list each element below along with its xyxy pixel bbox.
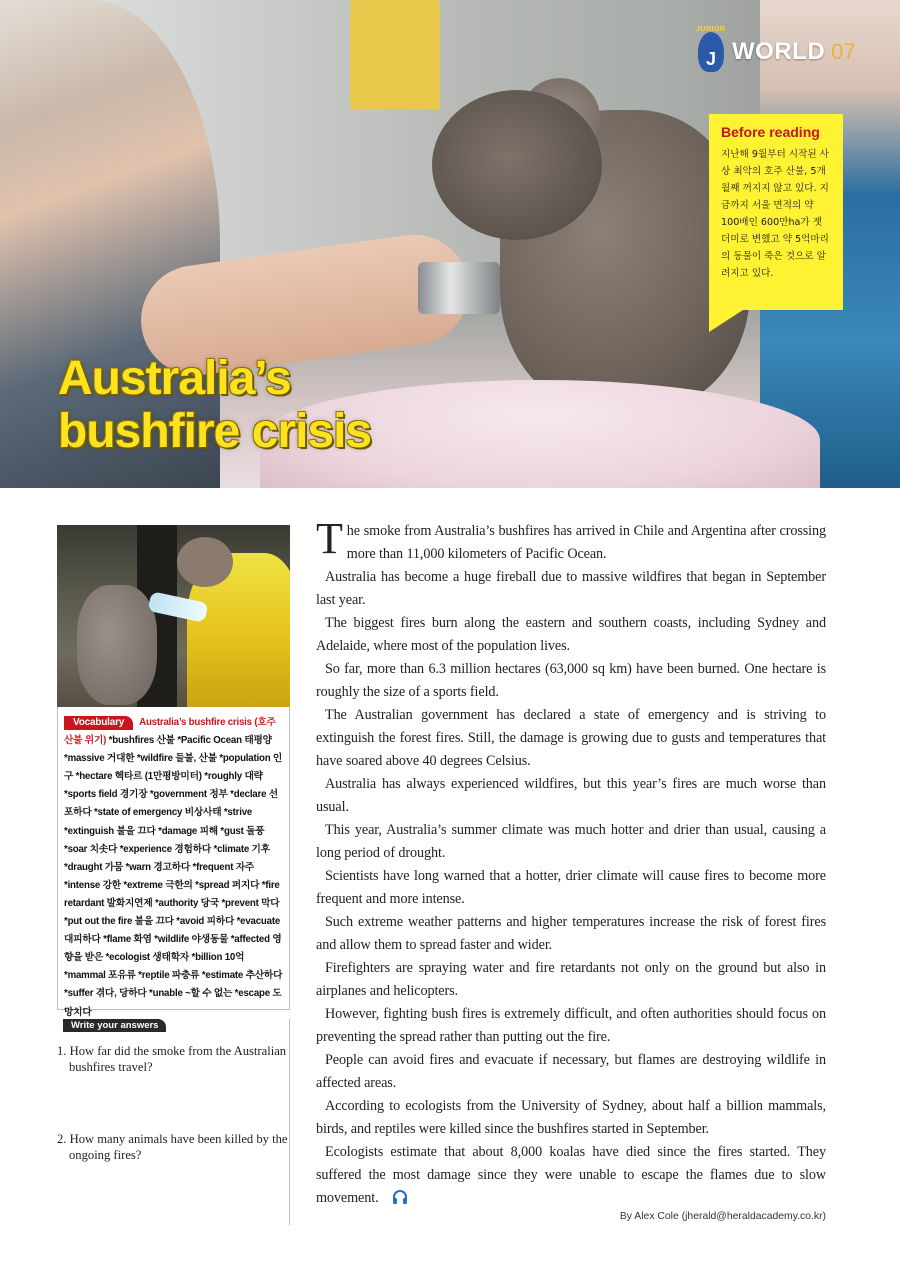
vocabulary-title: Australia’s bushfire crisis (호주 산불 위기) [64, 717, 276, 747]
article-paragraph: The Australian government has declared a state of emergency and is striving to extinguish the forest fires. Still, the damage is growing due to gusts and temperatures that have soared above 40 degrees Celsius. [316, 707, 826, 769]
section-brand [696, 26, 856, 74]
article-paragraph: However, fighting bush fires is extremely difficult, and often authorities should focus on preventing the spread rather than putting out the fire. [316, 1006, 826, 1045]
vocabulary-text: *bushfires 산불 *Pacific Ocean 태평양 *massive 거대한 *wildfire 들불, 산불 *population 인구 *hectare 헥타르 (1만평방미터) *roughly 대략 *sports field 경기장 *government 정부 *declare 선포하다 *state of emergency 비상사태 *strive *extinguish 불을 끄다 *damage 피해 *gust 돌풍 *soar 치솟다 *experience 경험하다 *climate 기후 *draught 가뭄 *warn 경고하다 *frequent 자주 *intense 강한 *extreme 극한의 *spread 퍼지다 *fire retardant 발화지연제 *authority 당국 *prevent 막다 *put out the fire 불을 끄다 *avoid 피하다 *evacuate 대피하다 *flame 화염 *wildlife 야생동물 *affected 영향을 받은 *ecologist 생태학자 *billion 10억 *mammal 포유류 *reptile 파충류 *estimate 추산하다 *suffer 겪다, 당하다 *unable ~할 수 없는 *escape 도망치다 [64, 735, 283, 1018]
hero-koala-head [432, 90, 602, 240]
answers-tag: Write your answers [63, 1019, 166, 1032]
article-paragraph: This year, Australia’s summer climate was much hotter and drier than usual, causing a long period of drought. [316, 822, 826, 861]
article-paragraph: Such extreme weather patterns and higher temperatures increase the risk of forest fires and allow them to spread faster and wider. [316, 914, 826, 953]
article-paragraph: According to ecologists from the University of Sydney, about half a billion mammals, birds, and reptiles were killed since the bushfires started in September. [316, 1098, 826, 1137]
answers-box [57, 1019, 290, 1225]
question-2: 2. How many animals have been killed by the ongoing fires? [57, 1132, 288, 1163]
question-1: 1. How far did the smoke from the Australian bushfires travel? [57, 1044, 287, 1075]
headline [58, 352, 371, 458]
junior-logo-text: JUNIOR [696, 26, 726, 33]
article-paragraph-first [316, 514, 826, 566]
before-reading-title: Before reading [721, 124, 820, 140]
headphones-icon[interactable] [383, 1189, 408, 1212]
article-paragraph-last [316, 1141, 826, 1212]
photo-firefighter-head [177, 537, 233, 587]
article-paragraph: Australia has always experienced wildfires, but this year’s fires are much worse than usual. [316, 776, 826, 815]
article-paragraph: The biggest fires burn along the eastern and southern coasts, including Sydney and Adelaide, where most of the population lives. [316, 615, 826, 654]
before-reading-text: 지난해 9월부터 시작된 사상 최악의 호주 산불, 5개월째 꺼지지 않고 있다. 지금까지 서울 면적의 약 100배인 600만ha가 잿더미로 변했고 약 5억마리의 동물이 죽은 것으로 알려지고 있다. [721, 149, 829, 279]
hero-photo [0, 0, 900, 488]
article-paragraph: Scientists have long warned that a hotter, drier climate will cause fires to become more frequent and more intense. [316, 868, 826, 907]
vocabulary-paragraph [64, 714, 285, 1022]
vocabulary-tag: Vocabulary [64, 716, 133, 730]
article-paragraph: People can avoid fires and evacuate if necessary, but flames are destroying wildlife in affected areas. [316, 1052, 826, 1091]
article-first-text: he smoke from Australia’s bushfires has arrived in Chile and Argentina after crossing more than 11,000 kilometers of Pacific Ocean. [346, 523, 826, 562]
photo-koala [77, 585, 157, 705]
article-last-text: Ecologists estimate that about 8,000 koalas have died since the fires started. They suffered the most damage since they were unable to escape the flames due to slow movement. [316, 1144, 826, 1206]
firefighter-koala-photo [57, 525, 290, 707]
page-number: 07 [831, 39, 856, 64]
before-reading-tail [709, 310, 743, 332]
article-body [316, 514, 826, 1212]
hero-yellow-cabinet [350, 0, 440, 110]
hero-metal-cup [418, 262, 500, 314]
vocabulary-box [57, 707, 290, 1018]
junior-logo-letter: J [705, 49, 716, 69]
article-paragraph: Australia has become a huge fireball due to massive wildfires that began in September last year. [316, 569, 826, 608]
section-title: WORLD [732, 38, 826, 65]
headline-line-2: bushfire crisis [58, 405, 372, 458]
article-paragraph: So far, more than 6.3 million hectares (63,000 sq km) have been burned. One hectare is roughly the size of a sports field. [316, 661, 826, 700]
drop-cap: T [316, 514, 343, 563]
headline-line-1: Australia’s [58, 352, 291, 405]
junior-logo [696, 26, 726, 72]
before-reading-box [709, 114, 843, 310]
byline: By Alex Cole (jherald@heraldacademy.co.kr) [619, 1211, 826, 1222]
article-paragraph: Firefighters are spraying water and fire retardants not only on the ground but also in airplanes and helicopters. [316, 960, 826, 999]
